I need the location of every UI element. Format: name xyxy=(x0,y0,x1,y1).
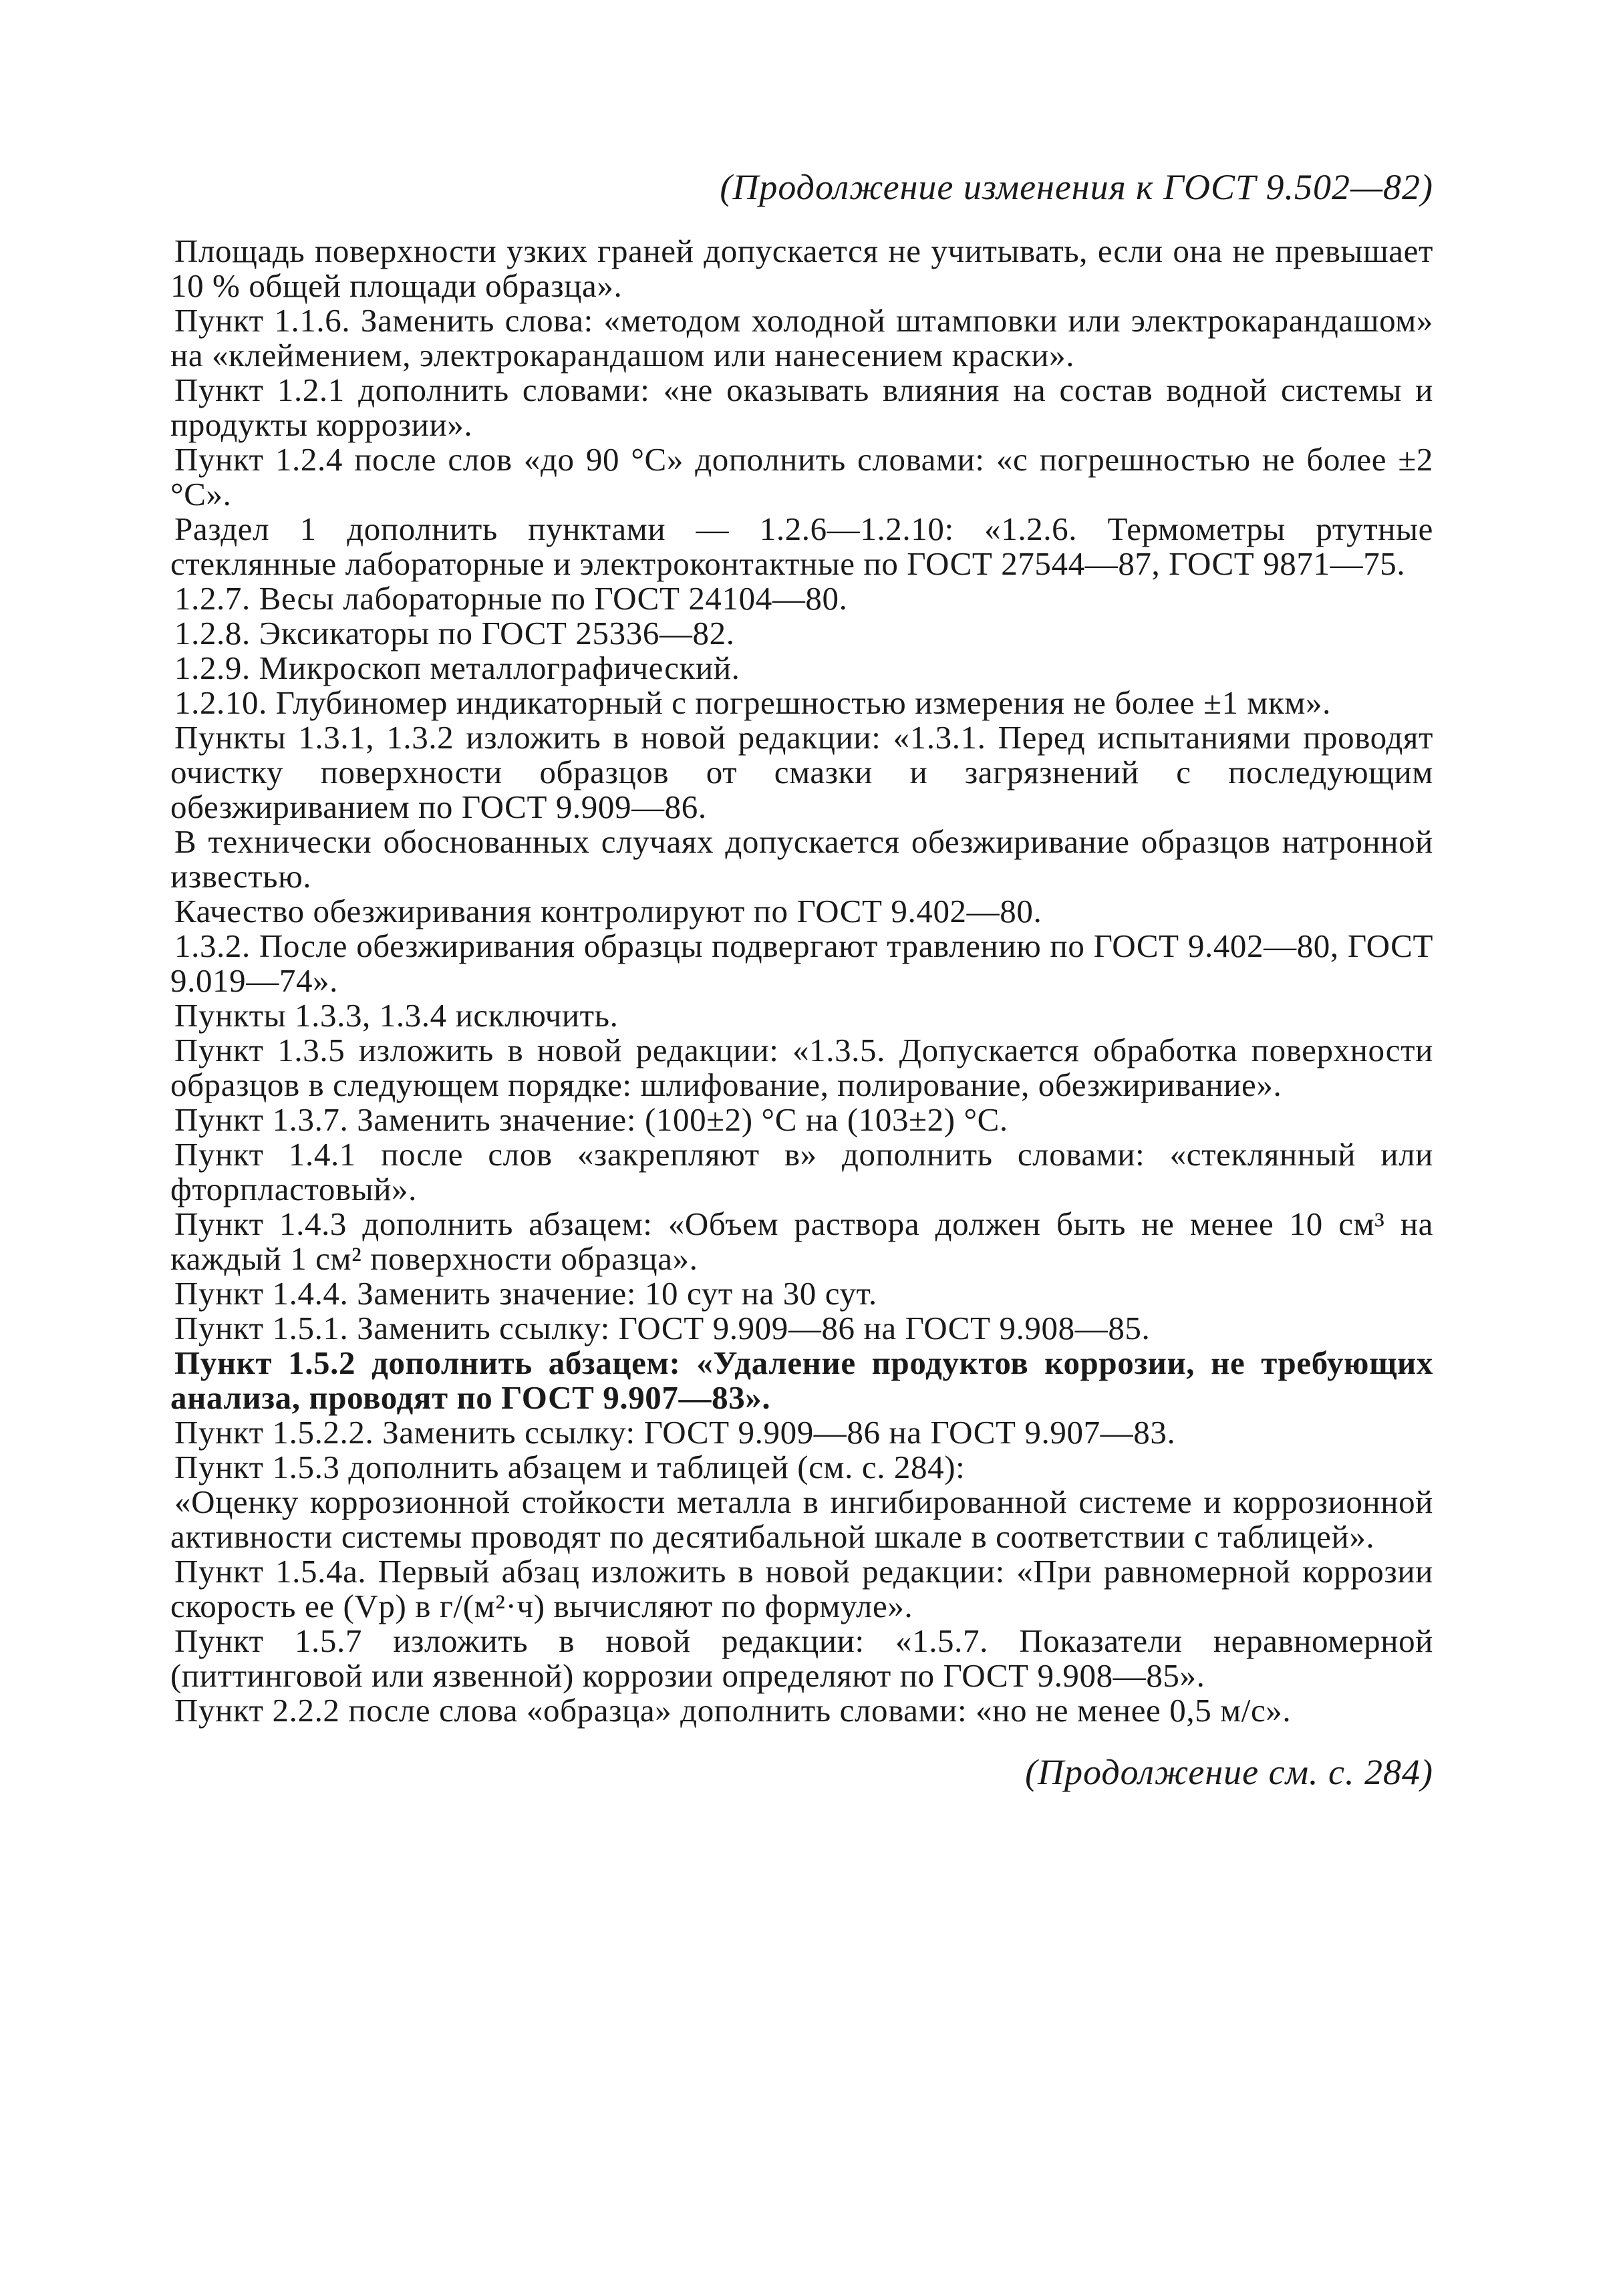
document-body xyxy=(170,234,1433,1728)
paragraph: Пункт 1.3.7. Заменить значение: (100±2) °С на (103±2) °С. xyxy=(174,1101,1008,1138)
paragraph: Пункт 2.2.2 после слова «образца» дополнить словами: «но не менее 0,5 м/с». xyxy=(174,1692,1292,1729)
paragraph: Пункты 1.3.3, 1.3.4 исключить. xyxy=(174,997,619,1034)
paragraph: Пункт 1.5.7 изложить в новой редакции: «1.5.7. Показатели неравномерной (питтинговой или язвенной) коррозии определяют по ГОСТ 9.908—85». xyxy=(170,1622,1433,1694)
paragraph: Пункт 1.4.1 после слов «закрепляют в» дополнить словами: «стеклянный или фторпластовый». xyxy=(170,1136,1433,1207)
paragraph: Пункт 1.1.6. Заменить слова: «методом холодной штамповки или электрокарандашом» на «клеймением, электрокарандашом или нанесением краски». xyxy=(170,302,1433,374)
paragraph: В технически обоснованных случаях допускается обезжиривание образцов натронной известью. xyxy=(170,823,1433,895)
paragraph: Качество обезжиривания контролируют по ГОСТ 9.402—80. xyxy=(174,893,1042,929)
paragraph: Пункт 1.5.1. Заменить ссылку: ГОСТ 9.909—86 на ГОСТ 9.908—85. xyxy=(174,1310,1151,1346)
paragraph: Пункт 1.4.3 дополнить абзацем: «Объем раствора должен быть не менее 10 см³ на каждый 1 см² поверхности образца». xyxy=(170,1205,1433,1277)
paragraph: 1.2.8. Эксикаторы по ГОСТ 25336—82. xyxy=(174,615,735,652)
continuation-header: (Продолжение изменения к ГОСТ 9.502—82) xyxy=(720,167,1433,207)
continuation-footer: (Продолжение см. с. 284) xyxy=(1025,1752,1433,1792)
paragraph: Пункт 1.2.1 дополнить словами: «не оказывать влияния на состав водной системы и продукты коррозии». xyxy=(170,372,1433,443)
paragraph: Пункт 1.4.4. Заменить значение: 10 сут на 30 сут. xyxy=(174,1275,877,1312)
paragraph-bold: Пункт 1.5.2 дополнить абзацем: «Удаление продуктов коррозии, не требующих анализа, проводят по ГОСТ 9.907—83». xyxy=(170,1344,1433,1416)
paragraph: Пункт 1.3.5 изложить в новой редакции: «1.3.5. Допускается обработка поверхности образцов в следующем порядке: шлифование, полирование, обезжиривание». xyxy=(170,1032,1433,1103)
paragraph: 1.3.2. После обезжиривания образцы подвергают травлению по ГОСТ 9.402—80, ГОСТ 9.019—74». xyxy=(170,927,1433,999)
paragraph: «Оценку коррозионной стойкости металла в ингибированной системе и коррозионной активности системы проводят по десятибальной шкале в соответствии с таблицей». xyxy=(170,1483,1433,1555)
paragraph: Пункт 1.5.4а. Первый абзац изложить в новой редакции: «При равномерной коррозии скорость ее (Vр) в г/(м²·ч) вычисляют по формуле». xyxy=(170,1553,1433,1624)
paragraph: Пункт 1.5.2.2. Заменить ссылку: ГОСТ 9.909—86 на ГОСТ 9.907—83. xyxy=(174,1414,1176,1451)
paragraph: Площадь поверхности узких граней допускается не учитывать, если она не превышает 10 % общей площади образца». xyxy=(170,233,1433,304)
document-page xyxy=(170,167,1433,1792)
paragraph: 1.2.7. Весы лабораторные по ГОСТ 24104—80. xyxy=(174,580,848,617)
paragraph: Пункт 1.2.4 после слов «до 90 °С» дополнить словами: «с погрешностью не более ±2 °С». xyxy=(170,441,1433,513)
paragraph: 1.2.10. Глубиномер индикаторный с погрешностью измерения не более ±1 мкм». xyxy=(174,684,1331,721)
paragraph: Пункт 1.5.3 дополнить абзацем и таблицей (см. с. 284): xyxy=(174,1449,966,1485)
paragraph: Раздел 1 дополнить пунктами — 1.2.6—1.2.10: «1.2.6. Термометры ртутные стеклянные лабораторные и электроконтактные по ГОСТ 27544—87, ГОСТ 9871—75. xyxy=(170,511,1433,582)
paragraph: 1.2.9. Микроскоп металлографический. xyxy=(174,650,740,686)
paragraph: Пункты 1.3.1, 1.3.2 изложить в новой редакции: «1.3.1. Перед испытаниями проводят очистку поверхности образцов от смазки и загрязнений с последующим обезжириванием по ГОСТ 9.909—86. xyxy=(170,719,1433,825)
